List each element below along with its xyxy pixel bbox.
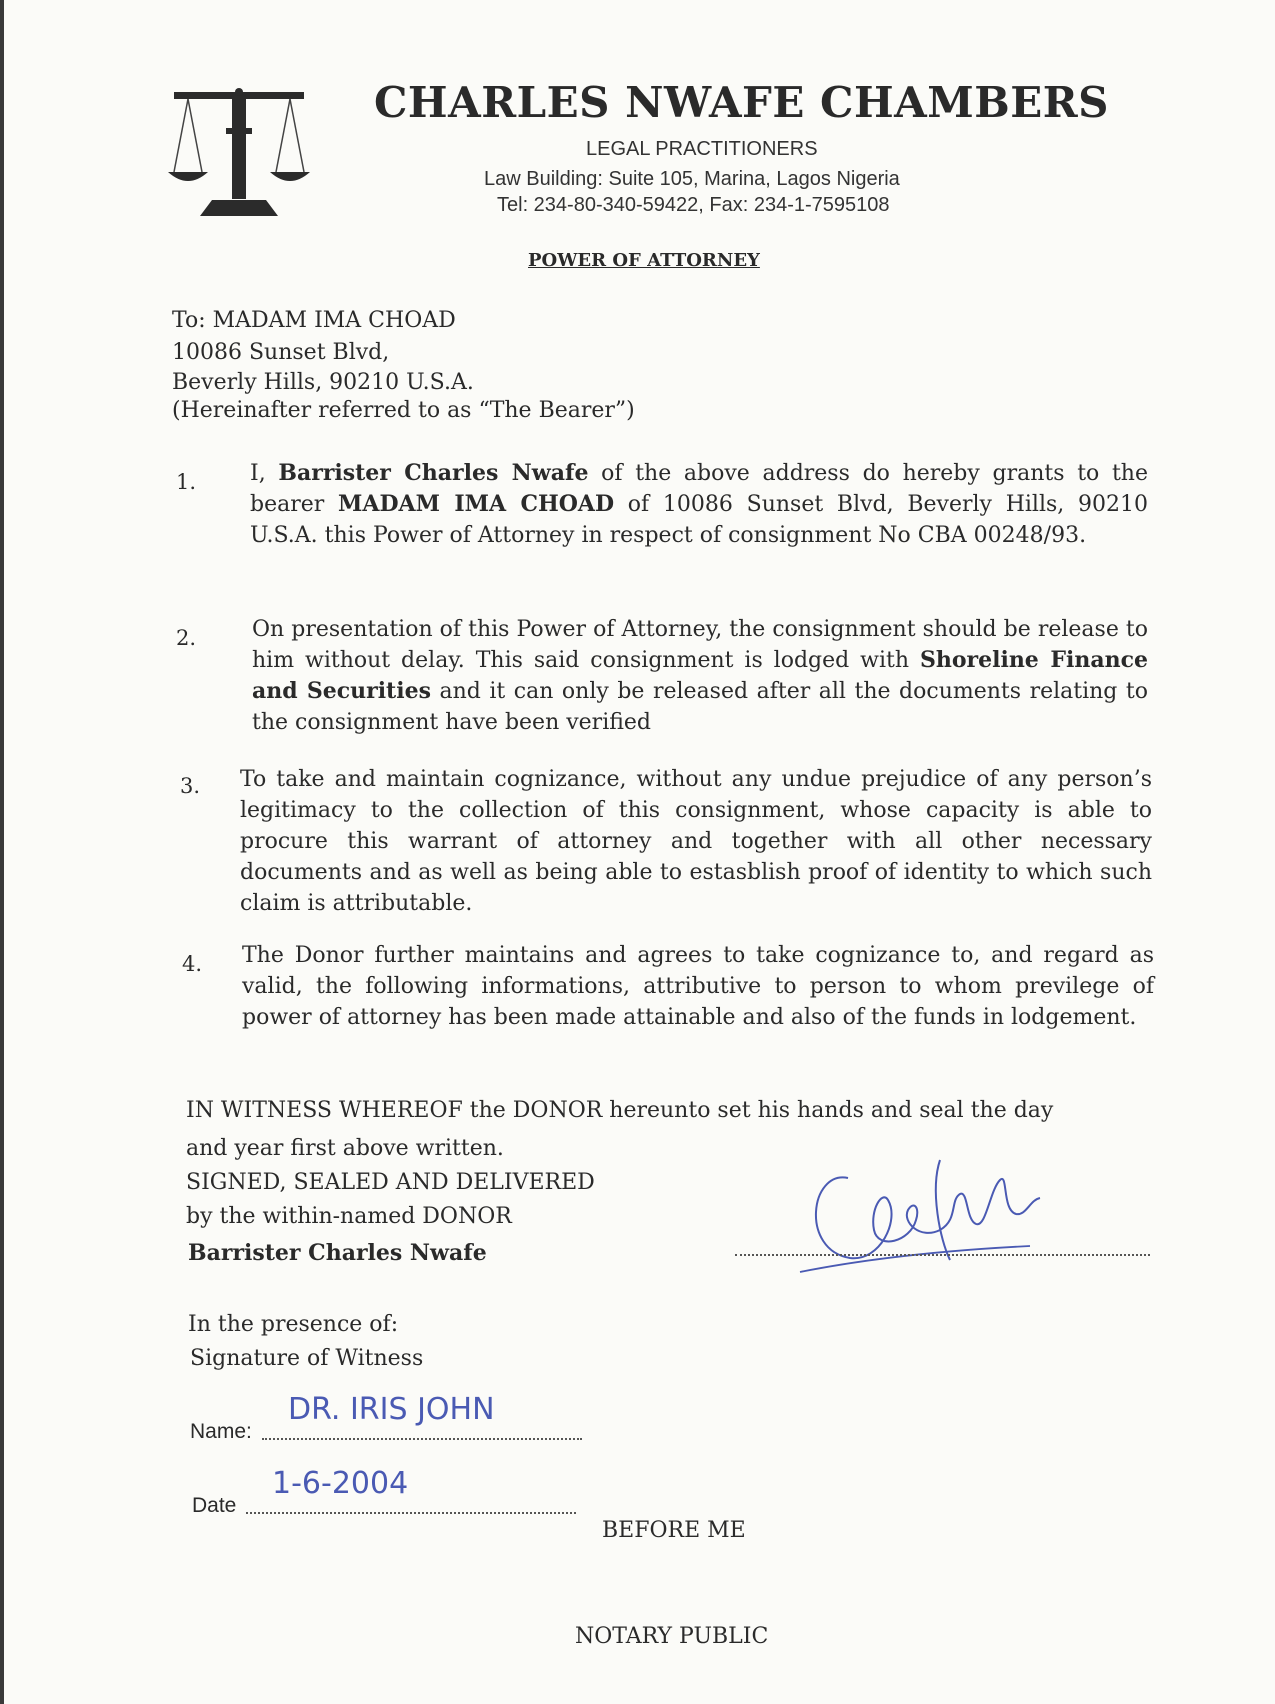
clause-2-number: 2. xyxy=(176,626,197,650)
presence-label: In the presence of: xyxy=(188,1312,399,1337)
clause-3-number: 3. xyxy=(180,774,201,798)
firm-contacts: Tel: 234-80-340-59422, Fax: 234-1-7595108 xyxy=(497,194,890,216)
name-line xyxy=(262,1438,582,1440)
scales-of-justice-icon xyxy=(168,88,310,220)
witness-statement: IN WITNESS WHEREOF the DONOR hereunto set his hands and seal the day xyxy=(186,1098,1054,1123)
addressee-city: Beverly Hills, 90210 U.S.A. xyxy=(172,370,474,395)
clause-1: I, Barrister Charles Nwafe of the above address do hereby grants to the bearer MADAM IMA CHOAD of 10086 Sunset Blvd, Beverly Hills, 90210 U.S.A. this Power of Attorney in respect of consignment No CBA 00248/93. xyxy=(250,460,1149,548)
addressee-name: To: MADAM IMA CHOAD xyxy=(172,308,456,333)
firm-name: CHARLES NWAFE CHAMBERS xyxy=(374,78,1109,127)
page-edge xyxy=(0,0,4,1704)
clause-4-number: 4. xyxy=(182,952,203,976)
clause-3: To take and maintain cognizance, without any undue prejudice of any person’s legitimacy to the collection of this consignment, whose capacity is able to procure this warrant of attorney and together with all other necessary documents and as well as being able to estasblish proof of identity to which such claim is attributable. xyxy=(240,767,1152,916)
date-line xyxy=(246,1512,576,1514)
clause-4: The Donor further maintains and agrees to take cognizance to, and regard as valid, the following informations, attributive to person to whom previlege of power of attorney has been made attainable and also of the funds in lodgement. xyxy=(242,943,1154,1030)
before-me-label: BEFORE ME xyxy=(602,1518,746,1543)
date-label: Date xyxy=(192,1494,237,1517)
name-label: Name: xyxy=(190,1420,252,1443)
witness-signature-label: Signature of Witness xyxy=(190,1346,424,1371)
firm-address: Law Building: Suite 105, Marina, Lagos Nigeria xyxy=(484,168,900,190)
witness-name: DR. IRIS JOHN xyxy=(288,1392,495,1427)
addressee-street: 10086 Sunset Blvd, xyxy=(172,340,390,365)
clause-2: On presentation of this Power of Attorney, the consignment should be release to him without delay. This said consignment is lodged with Shoreline Finance and Securities and it can only be released after all the documents relating to the consignment have been verified xyxy=(252,617,1149,735)
witness-date: 1-6-2004 xyxy=(272,1466,409,1501)
notary-public-label: NOTARY PUBLIC xyxy=(575,1624,769,1649)
document-title: POWER OF ATTORNEY xyxy=(528,250,760,271)
donor-signature-line xyxy=(735,1254,1150,1256)
within-named-line: by the within-named DONOR xyxy=(186,1204,512,1229)
donor-signature-icon xyxy=(790,1150,1080,1280)
signed-sealed-line: SIGNED, SEALED AND DELIVERED xyxy=(186,1170,595,1195)
firm-subtitle: LEGAL PRACTITIONERS xyxy=(586,138,818,160)
addressee-note: (Hereinafter referred to as “The Bearer”) xyxy=(172,398,635,423)
donor-name: Barrister Charles Nwafe xyxy=(188,1240,487,1266)
clause-1-number: 1. xyxy=(176,470,197,494)
witness-statement-cont: and year first above written. xyxy=(186,1136,504,1161)
